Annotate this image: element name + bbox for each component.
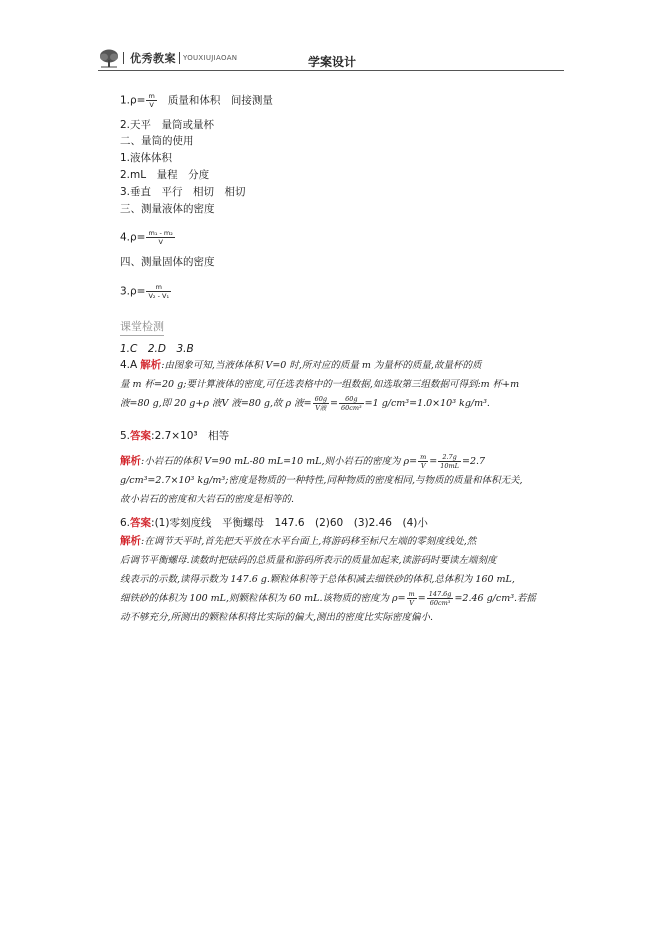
equals: =	[429, 456, 438, 467]
logo-separator	[123, 52, 124, 64]
question-4-explanation	[120, 356, 565, 413]
fraction	[418, 453, 428, 470]
page-title: 学案设计	[308, 55, 357, 69]
tree-logo-icon	[98, 48, 120, 68]
q6-answer: :(1)零刻度线 平衡螺母 147.6 (2)60 (3)2.46 (4)小	[151, 517, 428, 529]
item-prefix: 4.ρ=	[120, 231, 146, 244]
frac-num: m	[146, 283, 171, 292]
section-2-heading: 二、量筒的使用	[120, 135, 194, 147]
fraction	[438, 453, 461, 470]
frac-num: 60g	[314, 395, 328, 403]
q4-line-1: :由图象可知,当液体体积 V=0 时,所对应的质量 m 为量杯的质量,故量杯的质	[161, 360, 482, 371]
frac-num: m	[408, 590, 415, 598]
frac-den: V	[158, 238, 163, 246]
q4-number: 4.A	[120, 359, 138, 371]
section-4-item-3	[120, 283, 172, 300]
question-6-explanation	[120, 532, 565, 627]
q5-explain-label: 解析	[120, 455, 141, 467]
q6-line-4b: =2.46 g/cm³.若摇	[454, 593, 537, 604]
frac-den: V	[409, 599, 414, 607]
q5-answer: :2.7×10³ 相等	[151, 430, 230, 442]
q5-line-3: 故小岩石的密度和大岩石的密度是相等的.	[120, 494, 295, 505]
question-5-explanation	[120, 452, 565, 509]
frac-den: 10mL	[440, 462, 459, 470]
section-2-item-3: 3.垂直 平行 相切 相切	[120, 186, 246, 198]
item-2: 2.天平 量筒或量杯	[120, 119, 215, 131]
q4-line-2: 量 m 杯=20 g;要计算液体的密度,可任选表格中的一组数据,如选取第三组数据可得到:m 杯+m	[120, 379, 520, 390]
q6-label: 答案	[130, 517, 152, 529]
q4-line-3b: =1 g/cm³=1.0×10³ kg/m³.	[364, 398, 490, 409]
logo-text-en: YOUXIUJIAOAN	[183, 54, 238, 62]
frac-den: V	[420, 462, 426, 470]
section-tag-class-check: 课堂检测	[120, 318, 164, 336]
frac-den: 60cm³	[340, 404, 362, 412]
q5-number: 5.	[120, 430, 131, 442]
question-6-answer	[120, 516, 428, 530]
q6-line-2: 后调节平衡螺母.读数时把砝码的总质量和游码所表示的质量加起来,读游码时要读左端刻度	[120, 555, 497, 566]
q5-line-1a: :小岩石的体积 V=90 mL-80 mL=10 mL,则小岩石的密度为 ρ=	[141, 456, 418, 467]
q6-line-4a: 细铁砂的体积为 100 mL,则颗粒体积为 60 mL.该物质的密度为 ρ=	[120, 593, 406, 604]
fraction	[313, 395, 329, 412]
frac-den: 60cm³	[429, 599, 451, 607]
logo-text-cn: 优秀教案	[130, 52, 176, 65]
frac-den: V	[149, 101, 154, 109]
frac-den: V₂ - V₁	[148, 292, 170, 300]
logo-separator	[179, 52, 180, 64]
frac-den: V液	[315, 404, 327, 412]
section-4-heading: 四、测量固体的密度	[120, 256, 215, 268]
question-5-answer	[120, 429, 229, 443]
page-header	[98, 48, 564, 71]
fraction	[146, 229, 174, 246]
fraction	[146, 92, 156, 109]
logo	[98, 48, 237, 68]
section-2-item-2: 2.mL 量程 分度	[120, 169, 210, 181]
q5-line-1b: =2.7	[461, 456, 486, 467]
frac-num: m₁ - m₂	[148, 229, 173, 237]
q5-line-2: g/cm³=2.7×10³ kg/m³;密度是物质的一种特性,同种物质的密度相同,与物质的质量和体积无关,	[120, 475, 523, 486]
q6-line-1: :在调节天平时,首先把天平放在水平台面上,将游码移至标尺左端的零刻度线处,然	[141, 536, 477, 547]
q6-number: 6.	[120, 517, 131, 529]
item-1-prefix: 1.ρ=	[120, 94, 146, 107]
answers-1-3: 1.C 2.D 3.B	[120, 343, 194, 355]
q6-line-3: 线表示的示数,读得示数为 147.6 g.颗粒体积等于总体积减去细铁砂的体积,总体积为 160 mL,	[120, 574, 515, 585]
item-1	[120, 92, 273, 109]
equals: =	[330, 398, 338, 409]
frac-num: 147.6g	[428, 590, 452, 598]
frac-num: m	[148, 92, 155, 100]
frac-num: m	[420, 453, 427, 461]
q4-label: 解析	[140, 359, 162, 371]
section-3-item-4	[120, 229, 176, 246]
frac-num: 2.7g	[438, 453, 461, 462]
fraction	[407, 590, 417, 607]
section-2-item-1: 1.液体体积	[120, 152, 173, 164]
frac-num: 60g	[339, 395, 364, 404]
equals: =	[417, 593, 426, 604]
section-3-heading: 三、测量液体的密度	[120, 203, 215, 215]
q4-line-3a: 液=80 g,即 20 g+ρ 液V 液=80 g,故 ρ 液=	[120, 398, 312, 409]
item-prefix: 3.ρ=	[120, 285, 146, 298]
fraction	[339, 395, 364, 412]
fraction	[427, 590, 454, 607]
item-1-text: 质量和体积 间接测量	[167, 94, 273, 107]
fraction	[146, 283, 171, 300]
q5-label: 答案	[130, 430, 152, 442]
q6-line-5: 动不够充分,所测出的颗粒体积将比实际的偏大,测出的密度比实际密度偏小.	[120, 612, 434, 623]
q6-explain-label: 解析	[120, 535, 141, 547]
